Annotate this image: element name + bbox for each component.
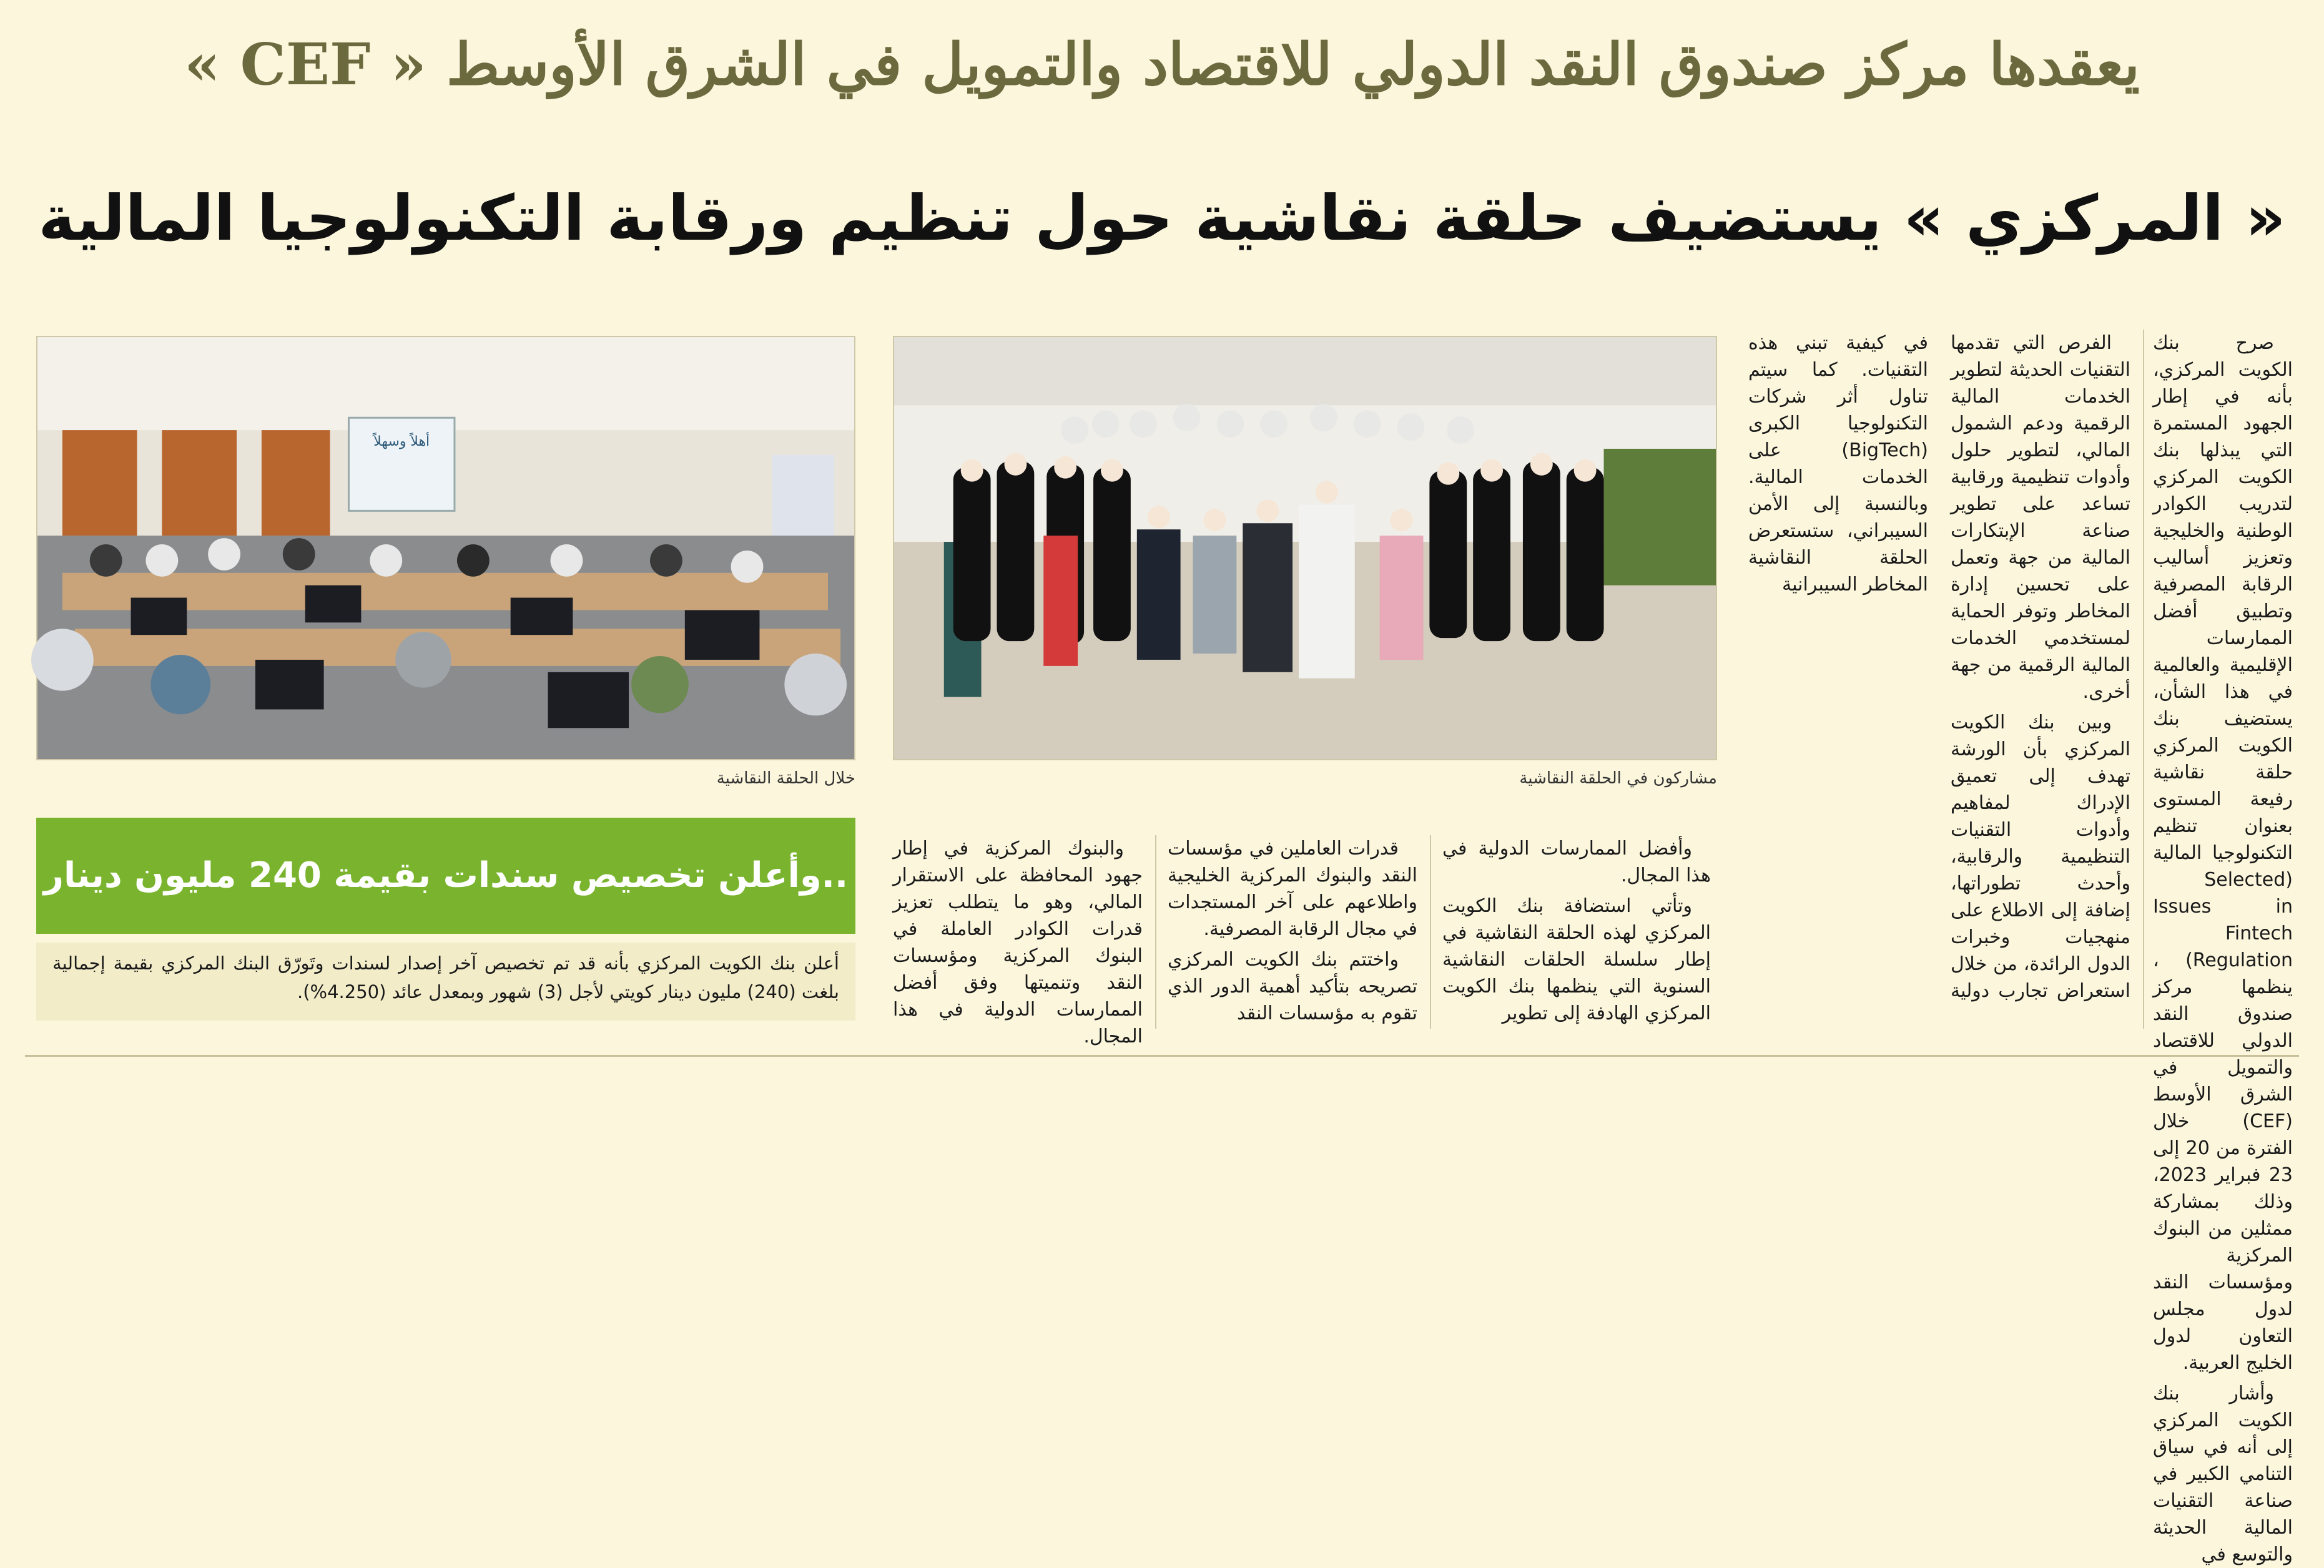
main-headline: « المركزي » يستضيف حلقة نقاشية حول تنظيم ورقابة التكنولوجيا المالية (38, 182, 2286, 255)
col4-para-1: قدرات العاملين في مؤسسات النقد والبنوك المركزية الخليجية واطلاعهم على آخر المستجدات في مجال الرقابة المصرفية. (1168, 838, 1417, 940)
column-rule (1155, 835, 1156, 1029)
article-column-1 (2153, 330, 2293, 1566)
article-column-2 (1748, 330, 2130, 1029)
col1-para-2: وأشار بنك الكويت المركزي إلى أنه في سياق التنامي الكبير في صناعة التقنيات المالية الحديثة والتوسع في (2153, 1383, 2293, 1566)
col4-para-2: واختتم بنك الكويت المركزي تصريحه بتأكيد أهمية الدور الذي تقوم به مؤسسات النقد (1168, 949, 1417, 1024)
meeting-photo (36, 336, 855, 760)
col3-para-1: وأفضل الممارسات الدولية في هذا المجال. (1442, 838, 1711, 886)
kicker-headline: يعقدها مركز صندوق النقد الدولي للاقتصاد والتمويل في الشرق الأوسط « CEF » (184, 31, 2140, 98)
group-photo-caption: مشاركون في الحلقة النقاشية (1519, 769, 1717, 788)
meeting-photo-caption: خلال الحلقة النقاشية (716, 769, 855, 788)
col2-para-2: وبين بنك الكويت المركزي بأن الورشة تهدف إلى تعميق الإدراك لمفاهيم وأدوات التقنيات التنظيمية والرقابية، وأحدث تطوراتها، إضافة إلى الاطلاع على منهجيات وخبرات الدول الرائدة، من خلال استعراض تجارب دولية في كيفية تبني هذه التقنيات. كما سيتم تناول أثر شركات التكنولوجيا الكبرى (BigTech) على الخدمات المالية. وبالنسبة إلى الأمن السيبراني، ستستعرض الحلقة النقاشية المخاطر السيبرانية (1748, 332, 2130, 1002)
article-column-4 (1168, 835, 1417, 1029)
col2-para-1: الفرص التي تقدمها التقنيات الحديثة لتطوير الخدمات المالية الرقمية ودعم الشمول المالي، لتطوير حلول وأدوات تنظيمية ورقابية تساعد على تطوير صناعة الإبتكارات المالية من جهة وتعمل على تحسين إدارة المخاطر وتوفر الحماية لمستخدمي الخدمات المالية الرقمية من جهة أخرى. (1951, 332, 2130, 703)
sub-story-headline: ..وأعلن تخصيص سندات بقيمة 240 مليون دينار (36, 818, 855, 934)
welcome-sign-text: أهلاً وسهلاً (373, 433, 430, 449)
col5-para-1: والبنوك المركزية في إطار جهود المحافظة على الاستقرار المالي، وهو ما يتطلب تعزيز قدرات الكوادر العاملة في البنوك المركزية ومؤسسات النقد وتنميتها وفق أفضل الممارسات الدولية في هذا المجال. (893, 838, 1143, 1047)
article-column-3 (1442, 835, 1711, 1029)
article-column-5 (893, 835, 1143, 1047)
column-rule (1430, 835, 1431, 1029)
col3-para-2: وتأتي استضافة بنك الكويت المركزي لهذه الحلقة النقاشية في إطار سلسلة الحلقات النقاشية السنوية التي ينظمها بنك الكويت المركزي الهادفة إلى تطوير (1442, 895, 1711, 1024)
group-photo (893, 336, 1717, 760)
bottom-rule (25, 1055, 2299, 1057)
column-rule (2143, 330, 2144, 1029)
sub-story-body: أعلن بنك الكويت المركزي بأنه قد تم تخصيص آخر إصدار لسندات وتَورّق البنك المركزي بقيمة إجمالية بلغت (240) مليون دينار كويتي لأجل (3) شهور وبمعدل عائد (4.250%). (36, 943, 855, 1021)
col1-para-1: صرح بنك الكويت المركزي، بأنه في إطار الجهود المستمرة التي يبذلها بنك الكويت المركزي لتدريب الكوادر الوطنية والخليجية وتعزيز أساليب الرقابة المصرفية وتطبيق أفضل الممارسات الإقليمية والعالمية في هذا الشأن، يستضيف بنك الكويت المركزي حلقة نقاشية رفيعة المستوى بعنوان تنظيم التكنولوجيا المالية (Selected Issues in Fintech Regulation) ، ينظمها مركز صندوق النقد الدولي للاقتصاد والتمويل في الشرق الأوسط (CEF) خلال الفترة من 20 إلى 23 فبراير 2023، وذلك بمشاركة ممثلين من البنوك المركزية ومؤسسات النقد لدول مجلس التعاون لدول الخليج العربية. (2153, 332, 2293, 1374)
